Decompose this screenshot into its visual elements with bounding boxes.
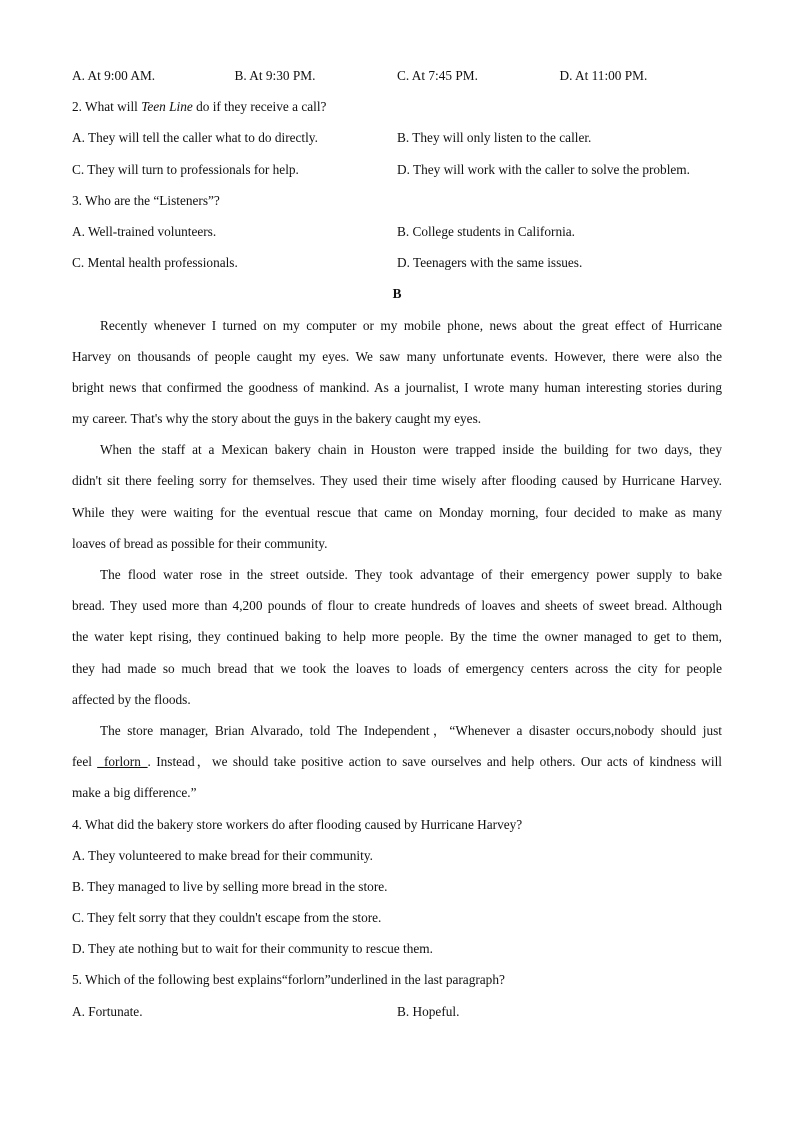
paragraph-line: didn't sit there feeling sorry for themselves. They used their time wisely after flooding caused by Hurricane Harvey.	[72, 473, 722, 489]
q2-option-d[interactable]: D. They will work with the caller to solve the problem.	[397, 161, 690, 177]
q3-options-row2	[72, 247, 722, 278]
paragraph-4	[72, 715, 722, 809]
q2-option-a[interactable]: A. They will tell the caller what to do directly.	[72, 130, 318, 146]
q2-options-row2	[72, 154, 722, 185]
q3-option-a[interactable]: A. Well-trained volunteers.	[72, 223, 217, 239]
q5-option-a[interactable]: A. Fortunate.	[72, 1003, 143, 1019]
paragraph-line: affected by the floods.	[72, 691, 191, 707]
q3-option-d[interactable]: D. Teenagers with the same issues.	[397, 255, 583, 271]
paragraph-line: feel _forlorn_. Instead，we should take positive action to save ourselves and help others. Our acts of kindness will	[72, 754, 722, 770]
q3-option-b[interactable]: B. College students in California.	[397, 223, 576, 239]
paragraph-line: Recently whenever I turned on my computer or my mobile phone, news about the great effect of Hurricane	[100, 317, 722, 333]
q4-option-b[interactable]: B. They managed to live by selling more bread in the store.	[72, 878, 388, 894]
paragraph-2	[72, 434, 722, 559]
q4-option-c[interactable]: C. They felt sorry that they couldn't escape from the store.	[72, 910, 382, 926]
paragraph-line: The flood water rose in the street outside. They took advantage of their emergency power supply to bake	[100, 567, 722, 582]
forlorn-underlined-word: _forlorn_	[97, 754, 148, 770]
q3-question: 3. Who are the “Listeners”?	[72, 192, 220, 208]
paragraph-line: Harvey on thousands of people caught my eyes. We saw many unfortunate events. However, there were also the	[72, 348, 722, 364]
paragraph-3	[72, 559, 722, 715]
q3-option-c[interactable]: C. Mental health professionals.	[72, 255, 238, 271]
q4-option-a[interactable]: A. They volunteered to make bread for their community.	[72, 847, 373, 863]
paragraph-line: loaves of bread as possible for their community.	[72, 535, 328, 551]
q5-question: 5. Which of the following best explains“forlorn”underlined in the last paragraph?	[72, 972, 505, 988]
q2-options-row1	[72, 122, 722, 153]
q2-question: 2. What will Teen Line do if they receive a call?	[72, 99, 327, 115]
q3-options-row1	[72, 216, 722, 247]
paragraph-1	[72, 310, 722, 435]
q5-options-row1	[72, 996, 722, 1027]
q2-option-c[interactable]: C. They will turn to professionals for help.	[72, 161, 299, 177]
document-page	[72, 60, 722, 1027]
paragraph-line: While they were waiting for the eventual rescue that came on Monday morning, four decided to make as many	[72, 504, 722, 520]
section-title-b: B	[392, 286, 402, 302]
q1-options	[72, 60, 722, 91]
paragraph-line: bright news that confirmed the goodness of mankind. As a journalist, I wrote many human interesting stories during	[72, 379, 722, 395]
paragraph-line: make a big difference.”	[72, 785, 197, 801]
q1-option-a[interactable]: A. At 9:00 AM.	[72, 68, 156, 83]
q5-option-b[interactable]: B. Hopeful.	[397, 1003, 460, 1019]
q4-question: 4. What did the bakery store workers do after flooding caused by Hurricane Harvey?	[72, 816, 523, 832]
paragraph-line: bread. They used more than 4,200 pounds of flour to create hundreds of loaves and sheets of sweet bread. Although	[72, 598, 722, 614]
q1-option-b[interactable]: B. At 9:30 PM.	[234, 68, 316, 83]
paragraph-line: The store manager, Brian Alvarado, told The Independent，“Whenever a disaster occurs,nobody should just	[100, 722, 722, 738]
q1-option-c[interactable]: C. At 7:45 PM.	[397, 68, 478, 83]
paragraph-line: they had made so much bread that we took the loaves to loads of emergency centers across the city for people	[72, 660, 722, 676]
q1-option-d[interactable]: D. At 11:00 PM.	[559, 68, 648, 83]
paragraph-line: When the staff at a Mexican bakery chain in Houston were trapped inside the building for two days, they	[100, 442, 722, 458]
q2-option-b[interactable]: B. They will only listen to the caller.	[397, 130, 592, 146]
paragraph-line: the water kept rising, they continued baking to help more people. By the time the owner managed to get to them,	[72, 629, 722, 645]
paragraph-line: my career. That's why the story about the guys in the bakery caught my eyes.	[72, 411, 482, 427]
q4-option-d[interactable]: D. They ate nothing but to wait for their community to rescue them.	[72, 941, 433, 957]
